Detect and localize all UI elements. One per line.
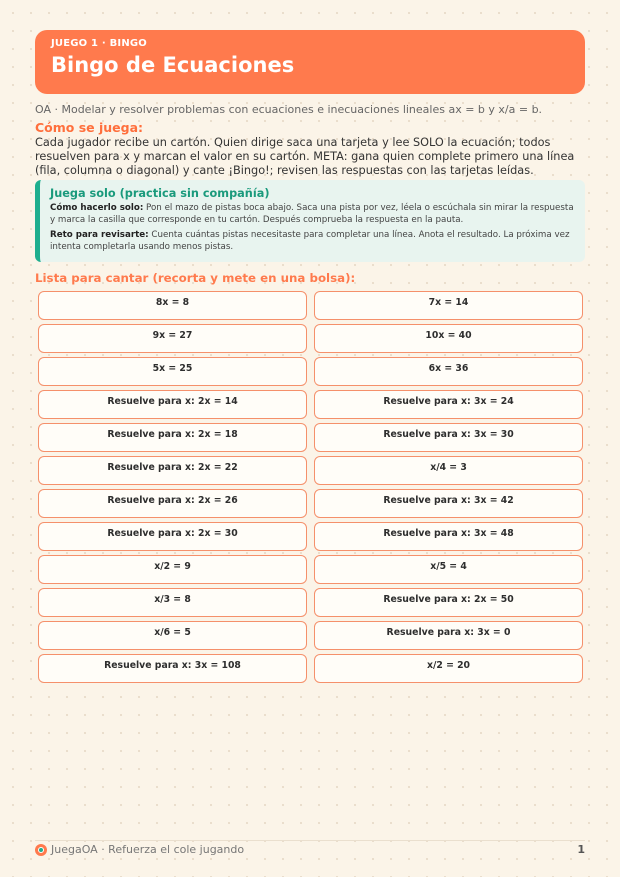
call-card: x/2 = 9 xyxy=(38,555,307,584)
call-card: Resuelve para x: 2x = 50 xyxy=(314,588,583,617)
call-card: 9x = 27 xyxy=(38,324,307,353)
call-card: Resuelve para x: 3x = 0 xyxy=(314,621,583,650)
call-card: Resuelve para x: 2x = 14 xyxy=(38,390,307,419)
howto-text: Cada jugador recibe un cartón. Quien dirige saca una tarjeta y lee SOLO la ecuación; todos resuelven para x y marcan el valor en su cartón. META: gana quien complete primero una línea (fila, columna o diagonal) y cante ¡Bingo!; revisen las respuestas con las tarjetas leídas. xyxy=(35,136,575,177)
call-card: x/2 = 20 xyxy=(314,654,583,683)
solo-challenge-text: Cuenta cuántas pistas necesitaste para completar una línea. Anota el resultado. La próxima vez intenta completarla usando menos pistas. xyxy=(50,230,570,252)
call-card: 8x = 8 xyxy=(38,291,307,320)
solo-how xyxy=(50,203,575,226)
call-card: Resuelve para x: 3x = 108 xyxy=(38,654,307,683)
learning-objective: OA · Modelar y resolver problemas con ecuaciones e inecuaciones lineales ax = b y x/a = b. xyxy=(35,103,543,116)
howto-heading: Cómo se juega: xyxy=(35,120,144,135)
solo-how-text: Pon el mazo de pistas boca abajo. Saca una pista por vez, léela o escúchala sin mirar la respuesta y marca la casilla que corresponde en tu cartón. Después comprueba la respuesta en la pauta. xyxy=(50,203,574,225)
call-card: x/4 = 3 xyxy=(314,456,583,485)
footer xyxy=(35,843,585,856)
call-card: x/6 = 5 xyxy=(38,621,307,650)
call-card: Resuelve para x: 3x = 48 xyxy=(314,522,583,551)
call-card-grid xyxy=(38,291,583,683)
call-card: Resuelve para x: 2x = 26 xyxy=(38,489,307,518)
call-card: Resuelve para x: 3x = 24 xyxy=(314,390,583,419)
brand-logo-icon xyxy=(35,844,47,856)
call-card: Resuelve para x: 3x = 42 xyxy=(314,489,583,518)
call-card: x/3 = 8 xyxy=(38,588,307,617)
call-card: Resuelve para x: 3x = 30 xyxy=(314,423,583,452)
call-card: 5x = 25 xyxy=(38,357,307,386)
solo-play-box xyxy=(35,180,585,262)
page-number: 1 xyxy=(577,843,585,856)
call-card: Resuelve para x: 2x = 30 xyxy=(38,522,307,551)
call-card: Resuelve para x: 2x = 18 xyxy=(38,423,307,452)
call-list-heading: Lista para cantar (recorta y mete en una bolsa): xyxy=(35,271,356,285)
solo-challenge xyxy=(50,230,575,253)
game-kicker: JUEGO 1 · BINGO xyxy=(51,38,148,49)
call-card: 7x = 14 xyxy=(314,291,583,320)
call-card: Resuelve para x: 2x = 22 xyxy=(38,456,307,485)
header-banner xyxy=(35,30,585,94)
solo-challenge-label: Reto para revisarte: xyxy=(50,230,149,240)
page-title: Bingo de Ecuaciones xyxy=(51,53,295,77)
call-card: 6x = 36 xyxy=(314,357,583,386)
solo-how-label: Cómo hacerlo solo: xyxy=(50,203,144,213)
footer-brand: JuegaOA · Refuerza el cole jugando xyxy=(51,843,245,856)
call-card: x/5 = 4 xyxy=(314,555,583,584)
call-card: 10x = 40 xyxy=(314,324,583,353)
solo-title: Juega solo (practica sin compañía) xyxy=(50,187,270,200)
footer-divider xyxy=(35,840,585,841)
